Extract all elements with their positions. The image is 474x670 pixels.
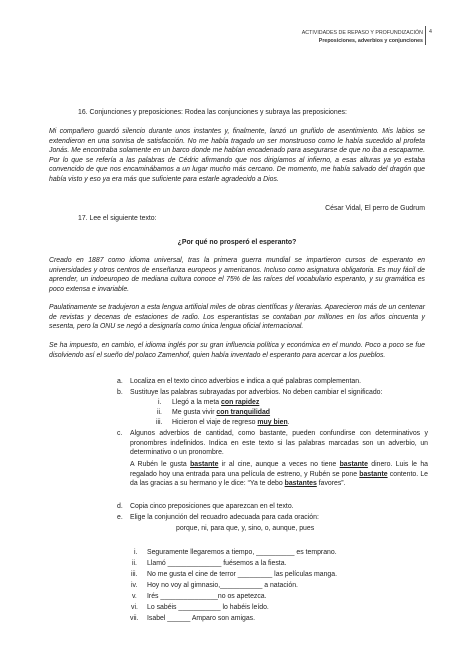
item-text: Me gusta vivir — [172, 409, 217, 416]
example-text: A Rubén le gusta — [130, 461, 191, 468]
item-number: iii. — [131, 571, 138, 578]
marked-word: bastante — [339, 461, 368, 468]
page-number: 4 — [429, 29, 432, 35]
page-header — [302, 29, 423, 45]
exercise-17-title-text: Lee el siguiente texto: — [89, 215, 157, 222]
question-e-item-4 — [131, 581, 298, 591]
question-b — [117, 388, 430, 398]
underlined-phrase: muy bien — [257, 419, 288, 426]
question-c-text: Algunos adverbios de cantidad, como bastante, pueden confundirse con determinativos y pronombres indefinidos. Indica en este texto si las palabras marcadas son un adverbio, un determinativo o un pronombre. — [130, 430, 428, 456]
question-e-text: Elige la conjunción del recuadro adecuada para cada oración: — [130, 514, 319, 521]
item-text: Llegó a la meta — [172, 399, 222, 406]
item-number: i. — [158, 399, 162, 406]
item-text: Seguramente llegaremos a tiempo, __________ es temprano. — [147, 549, 337, 556]
exercise-17-heading: ¿Por qué no prosperó el esperanto? — [177, 239, 297, 246]
item-text: Irés _______________no os apetezca. — [147, 593, 267, 600]
exercise-17-number: 17. — [78, 215, 88, 222]
header-subtitle: Preposiciones, adverbios y conjunciones — [318, 38, 423, 44]
exercise-16-source: César Vidal, El perro de Gudrum — [325, 205, 425, 212]
item-number: ii. — [157, 409, 162, 416]
exercise-16-title — [78, 108, 428, 118]
question-b-text: Sustituye las palabras subrayadas por adverbios. No deben cambiar el significado: — [130, 389, 383, 396]
item-text: No me gusta el cine de terror _________ las películas manga. — [147, 571, 337, 578]
underlined-phrase: con rapidez — [221, 399, 260, 406]
question-d-label: d. — [117, 503, 123, 510]
question-e-label: e. — [117, 514, 123, 521]
item-number: v. — [132, 593, 137, 600]
question-a-label: a. — [117, 378, 123, 385]
question-a-text: Localiza en el texto cinco adverbios e indica a qué palabras complementan. — [130, 378, 361, 385]
question-c-example — [130, 460, 428, 489]
question-b-item-2 — [157, 408, 271, 418]
question-e-item-7 — [130, 614, 256, 624]
question-e-item-1 — [134, 548, 337, 558]
item-text: Hicieron el viaje de regreso — [172, 419, 258, 426]
exercise-16-text: Mi compañero guardó silencio durante unos instantes y, finalmente, lanzó un gruñido de asentimiento. Mis labios se extendieron en una sonrisa de satisfacción. No me había tragado un ser monstruoso como le había sucedido al profeta Jonás. Me encontraba solamente en un barco donde me habían encadenado para asegurarse de que no iba a escaparme. Por lo que se refería a las palabras de Cédric afirmando que nos dirigíamos al infierno, a esas alturas ya yo estaba convencido de que nos encaminábamos a un lugar mucho más cercano. De momento, me había salvado del dragón que había visto y eso ya era más que suficiente para estarle agradecido a Dios. — [49, 128, 425, 183]
question-c-label: c. — [117, 430, 123, 437]
exercise-17-title — [78, 214, 428, 224]
item-text: Llamó ______________ fuésemos a la fiesta. — [147, 560, 287, 567]
question-b-label: b. — [117, 389, 123, 396]
exercise-17-paragraph-2: Paulatinamente se tradujeron a esta lengua artificial miles de obras científicas y literarias. Aparecieron más de un centenar de revistas y decenas de estaciones de radio. Los esperantistas se contaban por millones en los años cincuenta y sesenta, pero la ONU se negó a designarla como única lengua oficial internacional. — [49, 304, 425, 331]
item-number: ii. — [132, 560, 137, 567]
question-a — [117, 377, 430, 387]
exercise-17-paragraph-1: Creado en 1887 como idioma universal, tras la primera guerra mundial se impartieron cursos de esperanto en universidades y otros centros de enseñanza europeos y americanos. Incluso como asignatura obligatoria. Es muy fácil de aprender, un indoeuropeo de mediana cultura conoce el 75% de las raíces del vocabulario esperanto, y su gramática es poco extensa e invariable. — [49, 257, 425, 293]
item-period: . — [287, 419, 290, 426]
item-text: Isabel ______ Amparo son amigas. — [147, 615, 256, 622]
item-number: iii. — [156, 419, 163, 426]
question-d — [117, 502, 430, 512]
question-e — [117, 513, 430, 523]
question-b-item-3 — [156, 418, 290, 428]
item-number: iv. — [131, 582, 138, 589]
marked-word: bastante — [359, 470, 388, 478]
item-number: vi. — [131, 604, 138, 611]
exercise-16-title-text: Conjunciones y preposiciones: Rodea las conjunciones y subraya las preposiciones: — [89, 109, 347, 116]
item-number: vii. — [130, 615, 139, 622]
header-divider — [425, 26, 426, 45]
question-e-item-2 — [132, 559, 287, 569]
question-d-text: Copia cinco preposiciones que aparezcan en el texto. — [130, 503, 294, 510]
conjunction-box: porque, ni, para que, y, sino, o, aunque, pues — [176, 525, 315, 532]
question-c — [117, 429, 428, 458]
question-b-item-1 — [158, 398, 260, 408]
example-text: ir al cine, aunque a veces no tiene — [218, 461, 340, 468]
example-text: dinero. Luis le ha regalado hoy una entrada para una película de estreno, y Rubén se pone — [130, 461, 428, 478]
exercise-16-number: 16. — [78, 109, 88, 116]
question-e-item-6 — [131, 603, 269, 613]
marked-word: bastante — [190, 461, 219, 468]
marked-word: bastantes — [284, 480, 317, 487]
example-text: favores”. — [316, 480, 346, 487]
underlined-phrase: con tranquilidad — [216, 409, 271, 416]
header-title: ACTIVIDADES DE REPASO Y PROFUNDIZACIÓN — [301, 30, 423, 36]
question-e-item-5 — [132, 592, 267, 602]
exercise-17-paragraph-3: Se ha impuesto, en cambio, el idioma inglés por su gran influencia política y económica en el mundo. Poco a poco se fue disolviendo así el sueño del polaco Zamenhof, quien había inventado el esperanto para acercar a los pueblos. — [49, 342, 425, 359]
item-text: Hoy no voy al gimnasio,___________ a natación. — [147, 582, 298, 589]
item-text: Lo sabéis ___________ lo habéis leído. — [147, 604, 269, 611]
item-number: i. — [134, 549, 138, 556]
question-e-item-3 — [131, 570, 337, 580]
example-text: contento. Le da las gracias a su hermano y le dice: “Ya te debo — [130, 470, 428, 487]
